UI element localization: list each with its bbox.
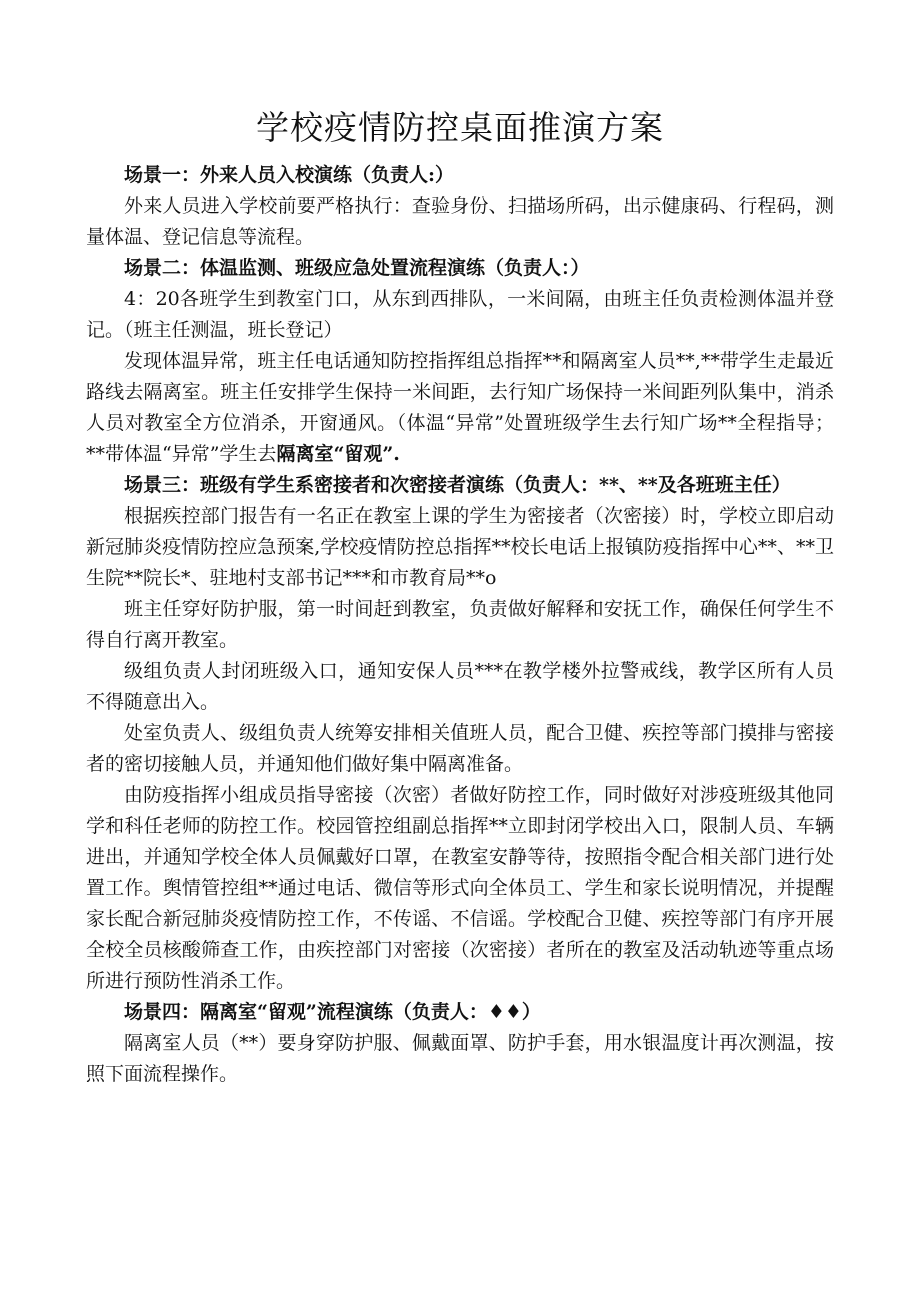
document-page	[86, 100, 834, 1090]
scene3-paragraph-5: 由防疫指挥小组成员指导密接（次密）者做好防控工作，同时做好对涉疫班级其他同学和科任老师的防控工作。校园管控组副总指挥**立即封闭学校出入口，限制人员、车辆进出，并通知学校全体人员佩戴好口罩，在教室安静等待，按照指令配合相关部门进行处置工作。舆情管控组**通过电话、微信等形式向全体员工、学生和家长说明情况，并提醒家长配合新冠肺炎疫情防控工作，不传谣、不信谣。学校配合卫健、疾控等部门有序开展全校全员核酸筛查工作，由疾控部门对密接（次密接）者所在的教室及活动轨迹等重点场所进行预防性消杀工作。	[86, 784, 834, 992]
scene2-paragraph-1: 4：20各班学生到教室门口，从东到西排队，一米间隔，由班主任负责检测体温并登记。（班主任测温，班长登记）	[86, 288, 834, 341]
scene1-heading: 场景一：外来人员入校演练（负责人:）	[124, 164, 455, 186]
scene4-paragraph-1: 隔离室人员（**）要身穿防护服、佩戴面罩、防护手套，用水银温度计再次测温，按照下面流程操作。	[86, 1032, 834, 1085]
scene3-paragraph-1: 根据疾控部门报告有一名正在教室上课的学生为密接者（次密接）时，学校立即启动新冠肺炎疫情防控应急预案,学校疫情防控总指挥**校长电话上报镇防疫指挥中心**、**卫生院**院长*、驻地村支部书记***和市教育局**o	[86, 505, 834, 589]
scene2-paragraph-2-emphasis: 隔离室“留观”.	[276, 443, 400, 465]
scene1-paragraph-1: 外来人员进入学校前要严格执行：查验身份、扫描场所码，出示健康码、行程码，测量体温、登记信息等流程。	[86, 195, 834, 248]
scene2-paragraph-2-text: 发现体温异常，班主任电话通知防控指挥组总指挥**和隔离室人员**,**带学生走最近路线去隔离室。班主任安排学生保持一米间距，去行知广场保持一米间距列队集中，消杀人员对教室全方位消杀，开窗通风。（体温“异常”处置班级学生去行知广场**全程指导；**带体温“异常”学生去	[86, 350, 834, 465]
scene3-heading: 场景三：班级有学生系密接者和次密接者演练（负责人：**、**及各班班主任）	[124, 474, 791, 496]
scene2-paragraph-2	[86, 346, 834, 470]
scene2-heading: 场景二：体温监测、班级应急处置流程演练（负责人：）	[124, 257, 590, 279]
scene3-paragraph-2: 班主任穿好防护服，第一时间赶到教室，负责做好解释和安抚工作，确保任何学生不得自行离开教室。	[86, 598, 834, 651]
scene3-paragraph-4: 处室负责人、级组负责人统筹安排相关值班人员，配合卫健、疾控等部门摸排与密接者的密切接触人员，并通知他们做好集中隔离准备。	[86, 722, 834, 775]
scene4-heading: 场景四：隔离室“留观”流程演练（负责人：♦♦）	[124, 1001, 541, 1023]
scene3-paragraph-3: 级组负责人封闭班级入口，通知安保人员***在教学楼外拉警戒线，教学区所有人员不得随意出入。	[86, 660, 834, 713]
document-title: 学校疫情防控桌面推演方案	[256, 108, 664, 147]
